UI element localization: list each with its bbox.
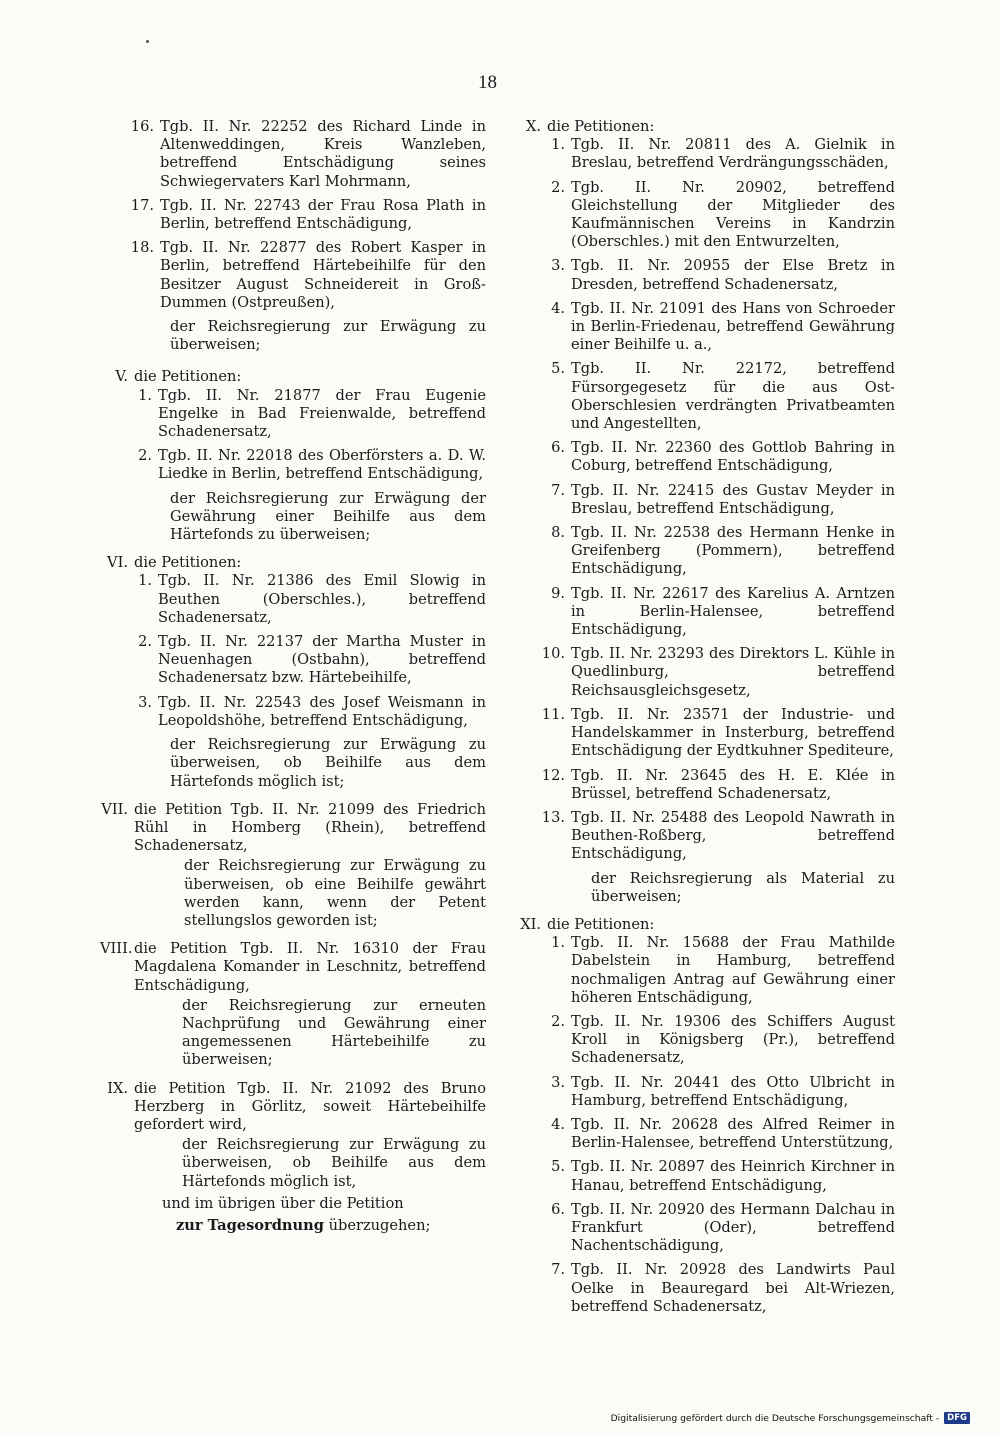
item-text: Tgb. II. Nr. 25488 des Leopold Nawrath in Beuthen-Roßberg, betreffend Entschädigung, (571, 808, 895, 863)
item-text: Tgb. II. Nr. 22137 der Martha Muster in Neuenhagen (Ostbahn), betreffend Schadenersatz bzw. Härtebeihilfe, (158, 633, 486, 687)
item-text: Tgb. II. Nr. 20628 des Alfred Reimer in Berlin-Halensee, betreffend Unterstützung, (571, 1115, 895, 1152)
section-title: die Petitionen: (547, 915, 655, 933)
list-item (513, 585, 895, 640)
decision-text: der Reichsregierung zur Erwägung zu überweisen, ob Beihilfe aus dem Härtefonds möglich ist; (170, 736, 486, 790)
item-number: 2. (138, 633, 152, 651)
list-item (513, 645, 895, 700)
item-number: 2. (551, 178, 565, 196)
item-text: Tgb. II. Nr. 22252 des Richard Linde in Altenweddingen, Kreis Wanzleben, betreffend Entschädigung seines Schwiegervaters Karl Mohrmann, (160, 118, 486, 190)
item-number: 1. (551, 934, 565, 952)
item-text: Tgb. II. Nr. 23645 des H. E. Klée in Brüssel, betreffend Schadenersatz, (571, 766, 895, 802)
item-number: 8. (551, 524, 565, 542)
list-item (513, 1116, 895, 1152)
item-number: 2. (138, 447, 152, 465)
item-number: 1. (138, 572, 152, 590)
item-number: 7. (551, 481, 565, 499)
item-number: 13. (541, 808, 565, 826)
left-column (100, 118, 486, 1243)
item-text: Tgb. II. Nr. 22877 des Robert Kasper in Berlin, betreffend Härtebeihilfe für den Besitzer August Schneidereit in Groß-Dummen (Ostpreußen), (160, 239, 486, 311)
list-item (100, 572, 486, 627)
section-heading (100, 554, 486, 572)
section-text: die Petition Tgb. II. Nr. 21099 des Friedrich Rühl in Homberg (Rhein), betreffend Schadenersatz, (134, 800, 486, 855)
section-heading (100, 368, 486, 386)
list-item (513, 1013, 895, 1068)
section-numeral: X. (525, 118, 541, 135)
list-item (100, 694, 486, 730)
list-item (100, 197, 486, 233)
section-text: die Petition Tgb. II. Nr. 21092 des Bruno Herzberg in Görlitz, soweit Härtebeihilfe gefordert wird, (134, 1079, 486, 1133)
item-number: 1. (551, 136, 565, 154)
decision-text: der Reichsregierung zur Erwägung zu überweisen, ob eine Beihilfe gewährt werden kann, wenn der Petent stellungslos geworden ist; (184, 857, 486, 929)
item-text: Tgb. II. Nr. 20920 des Hermann Dalchau in Frankfurt (Oder), betreffend Nachentschädigung, (571, 1200, 895, 1255)
item-text: Tgb. II. Nr. 23293 des Direktors L. Kühle in Quedlinburg, betreffend Reichsausgleichsgesetz, (571, 645, 895, 699)
item-text: Tgb. II. Nr. 21386 des Emil Slowig in Beuthen (Oberschles.), betreffend Schadenersatz, (158, 572, 486, 626)
digitization-footer (611, 1412, 970, 1424)
item-number: 9. (551, 584, 565, 602)
list-item (513, 300, 895, 355)
list-item (513, 706, 895, 761)
item-text: Tgb. II. Nr. 20955 der Else Bretz in Dresden, betreffend Schadenersatz, (571, 257, 895, 293)
item-number: 4. (551, 299, 565, 317)
emphasis-text: zur Tagesordnung (176, 1216, 324, 1234)
section-vi (100, 554, 486, 790)
list-item (100, 118, 486, 191)
section-title: die Petitionen: (134, 368, 242, 386)
item-number: 7. (551, 1261, 565, 1279)
remainder-line: und im übrigen über die Petition (162, 1194, 404, 1212)
list-item (100, 447, 486, 483)
section-numeral: V. (115, 368, 128, 386)
item-number: 6. (551, 1200, 565, 1218)
section-xi (513, 916, 895, 1316)
remainder-tail: überzugehen; (323, 1216, 431, 1234)
item-text: Tgb. II. Nr. 20441 des Otto Ulbricht in Hamburg, betreffend Entschädigung, (571, 1073, 895, 1109)
list-item (513, 257, 895, 293)
right-column (513, 118, 895, 1324)
item-text: Tgb. II. Nr. 22018 des Oberförsters a. D. W. Liedke in Berlin, betreffend Entschädigung, (158, 447, 486, 483)
section-v (100, 368, 486, 544)
item-text: Tgb. II. Nr. 22743 der Frau Rosa Plath in Berlin, betreffend Entschädigung, (160, 196, 486, 233)
item-number: 17. (130, 196, 154, 214)
item-number: 11. (541, 705, 565, 723)
list-item (513, 767, 895, 803)
section-heading (100, 801, 486, 856)
list-item (513, 360, 895, 433)
item-text: Tgb. II. Nr. 22172, betreffend Fürsorgegesetz für die aus Ost-Oberschlesien verdrängten Privatbeamten und Angestellten, (571, 360, 895, 433)
list-item (513, 1158, 895, 1194)
list-item (513, 136, 895, 172)
list-item (100, 239, 486, 312)
list-item (513, 179, 895, 252)
list-item (513, 524, 895, 579)
item-text: Tgb. II. Nr. 19306 des Schiffers August Kroll in Königsberg (Pr.), betreffend Schadenersatz, (571, 1012, 895, 1067)
footer-text: Digitalisierung gefördert durch die Deutsche Forschungsgemeinschaft - (610, 1412, 940, 1424)
list-item (513, 809, 895, 864)
list-item (513, 934, 895, 1007)
item-text: Tgb. II. Nr. 21877 der Frau Eugenie Engelke in Bad Freienwalde, betreffend Schadenersatz, (158, 386, 486, 441)
item-text: Tgb. II. Nr. 20897 des Heinrich Kirchner in Hanau, betreffend Entschädigung, (571, 1158, 895, 1194)
list-item (513, 439, 895, 475)
item-text: Tgb. II. Nr. 23571 der Industrie- und Handelskammer in Insterburg, betreffend Entschädigung der Eydtkuhner Spediteure, (571, 705, 895, 760)
section-viii (100, 940, 486, 1069)
section-title: die Petitionen: (547, 118, 655, 135)
list-item (100, 387, 486, 442)
item-number: 4. (551, 1115, 565, 1133)
decision-text: der Reichsregierung zur Erwägung zu überweisen; (170, 318, 486, 354)
list-item (513, 1201, 895, 1256)
decision-text: der Reichsregierung zur Erwägung zu überweisen, ob Beihilfe aus dem Härtefonds möglich ist, (182, 1136, 486, 1190)
item-number: 10. (541, 645, 565, 663)
item-number: 2. (551, 1012, 565, 1030)
remainder-line (100, 1217, 486, 1235)
item-number: 18. (130, 239, 154, 257)
section-title: die Petitionen: (134, 554, 242, 572)
item-number: 3. (551, 1073, 565, 1091)
item-text: Tgb. II. Nr. 20811 des A. Gielnik in Breslau, betreffend Verdrängungsschäden, (571, 136, 895, 172)
item-text: Tgb. II. Nr. 22415 des Gustav Meyder in Breslau, betreffend Entschädigung, (571, 481, 895, 517)
item-number: 6. (551, 439, 565, 457)
item-number: 5. (551, 1158, 565, 1176)
section-ix (100, 1080, 486, 1236)
section-heading (100, 1080, 486, 1135)
section-heading (513, 118, 895, 136)
section-numeral: VII. (101, 800, 128, 818)
list-item (100, 633, 486, 688)
section-numeral: VIII. (100, 940, 133, 958)
decision-text: der Reichsregierung als Material zu überweisen; (591, 869, 895, 905)
section-numeral: XI. (520, 915, 541, 933)
scan-speck (146, 40, 149, 43)
decision-text: der Reichsregierung zur Erwägung der Gewährung einer Beihilfe aus dem Härtefonds zu überweisen; (170, 489, 486, 544)
list-item (513, 482, 895, 518)
item-text: Tgb. II. Nr. 15688 der Frau Mathilde Dabelstein in Hamburg, betreffend nochmaligen Antrag auf Gewährung einer höheren Entschädigung, (571, 934, 895, 1006)
decision-text: der Reichsregierung zur erneuten Nachprüfung und Gewährung einer angemessenen Härtebeihilfe zu überweisen; (182, 996, 486, 1069)
item-text: Tgb. II. Nr. 22543 des Josef Weismann in Leopoldshöhe, betreffend Entschädigung, (158, 693, 486, 729)
item-text: Tgb. II. Nr. 22538 des Hermann Henke in Greifenberg (Pommern), betreffend Entschädigung, (571, 524, 895, 578)
item-number: 5. (551, 360, 565, 378)
page-number: 18 (478, 72, 497, 93)
item-text: Tgb. II. Nr. 20902, betreffend Gleichstellung der Mitglieder des Kaufmännischen Vereins in Kandrzin (Oberschles.) mit den Entwurzelten, (571, 178, 895, 251)
section-numeral: VI. (107, 554, 128, 572)
item-number: 3. (138, 693, 152, 711)
section-vii (100, 801, 486, 930)
section-x (513, 118, 895, 906)
section-text: die Petition Tgb. II. Nr. 16310 der Frau Magdalena Komander in Leschnitz, betreffend Entschädigung, (134, 940, 486, 994)
item-text: Tgb. II. Nr. 21091 des Hans von Schroeder in Berlin-Friedenau, betreffend Gewährung einer Beihilfe u. a., (571, 299, 895, 354)
dfg-logo: DFG (944, 1412, 970, 1424)
list-item (513, 1074, 895, 1110)
section-numeral: IX. (107, 1079, 128, 1097)
item-text: Tgb. II. Nr. 22360 des Gottlob Bahring in Coburg, betreffend Entschädigung, (571, 439, 895, 475)
list-item (513, 1261, 895, 1316)
item-number: 16. (130, 118, 154, 135)
item-text: Tgb. II. Nr. 20928 des Landwirts Paul Oelke in Beauregard bei Alt-Wriezen, betreffend Schadenersatz, (571, 1261, 895, 1315)
item-number: 3. (551, 257, 565, 275)
item-number: 12. (541, 766, 565, 784)
section-heading (100, 940, 486, 995)
item-text: Tgb. II. Nr. 22617 des Karelius A. Arntzen in Berlin-Halensee, betreffend Entschädigung, (571, 584, 895, 639)
item-number: 1. (138, 386, 152, 404)
section-heading (513, 916, 895, 934)
